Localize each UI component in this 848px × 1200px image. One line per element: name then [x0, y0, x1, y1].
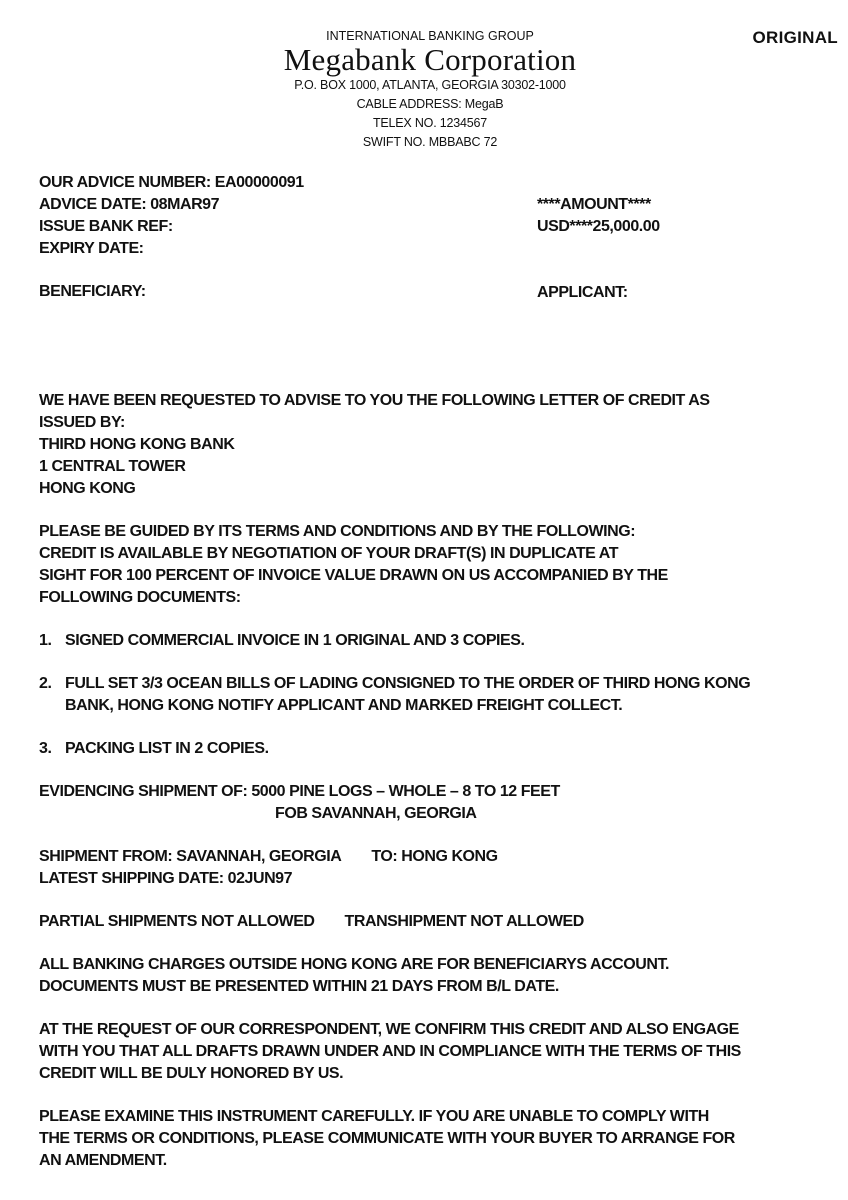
item-number: 1. [39, 632, 52, 649]
intro-line: ISSUED BY: [39, 414, 125, 431]
closing-line: AN AMENDMENT. [39, 1152, 167, 1169]
fob-terms: FOB SAVANNAH, GEORGIA [275, 805, 477, 822]
issue-bank-ref: ISSUE BANK REF: [39, 218, 173, 235]
item-text: BANK, HONG KONG NOTIFY APPLICANT AND MARKED FREIGHT COLLECT. [65, 697, 623, 714]
charges-paragraph [39, 954, 839, 998]
confirmation-line: WITH YOU THAT ALL DRAFTS DRAWN UNDER AND IN COMPLIANCE WITH THE TERMS OF THIS [39, 1043, 741, 1060]
confirmation-paragraph [39, 1019, 839, 1085]
confirmation-line: CREDIT WILL BE DULY HONORED BY US. [39, 1065, 344, 1082]
issuer-name: THIRD HONG KONG BANK [39, 436, 235, 453]
original-copy-mark: ORIGINAL [752, 28, 838, 47]
confirmation-line: AT THE REQUEST OF OUR CORRESPONDENT, WE CONFIRM THIS CREDIT AND ALSO ENGAGE [39, 1021, 739, 1038]
terms-line: CREDIT IS AVAILABLE BY NEGOTIATION OF YOUR DRAFT(S) IN DUPLICATE AT [39, 545, 619, 562]
amount-value: USD****25,000.00 [537, 218, 660, 235]
document-item-1 [39, 630, 839, 652]
shipment-goods [39, 781, 839, 825]
closing-paragraph [39, 1106, 839, 1172]
intro-line: WE HAVE BEEN REQUESTED TO ADVISE TO YOU THE FOLLOWING LETTER OF CREDIT AS [39, 392, 710, 409]
terms-line: PLEASE BE GUIDED BY ITS TERMS AND CONDITIONS AND BY THE FOLLOWING: [39, 523, 636, 540]
issuer-address: HONG KONG [39, 480, 136, 497]
shipment-from: SHIPMENT FROM: SAVANNAH, GEORGIA [39, 848, 342, 865]
item-number: 2. [39, 675, 52, 692]
document-item-2 [39, 673, 839, 717]
letterhead [200, 28, 660, 152]
closing-line: PLEASE EXAMINE THIS INSTRUMENT CAREFULLY. IF YOU ARE UNABLE TO COMPLY WITH [39, 1108, 709, 1125]
charges-line: DOCUMENTS MUST BE PRESENTED WITHIN 21 DAYS FROM B/L DATE. [39, 978, 559, 995]
item-text: SIGNED COMMERCIAL INVOICE IN 1 ORIGINAL AND 3 COPIES. [65, 632, 525, 649]
intro-paragraph [39, 390, 839, 500]
terms-line: FOLLOWING DOCUMENTS: [39, 589, 241, 606]
cable-address: CABLE ADDRESS: MegaB [356, 97, 504, 111]
swift-number: SWIFT NO. MBBABC 72 [362, 135, 498, 149]
document-item-3 [39, 738, 839, 760]
applicant-label: APPLICANT: [537, 284, 628, 301]
amount-label: ****AMOUNT**** [537, 196, 651, 213]
amount-block [537, 194, 660, 238]
shipment-route [39, 846, 839, 890]
latest-shipping-date: LATEST SHIPPING DATE: 02JUN97 [39, 870, 293, 887]
telex-number: TELEX NO. 1234567 [372, 116, 488, 130]
bank-address: P.O. BOX 1000, ATLANTA, GEORGIA 30302-1000 [294, 78, 566, 92]
charges-line: ALL BANKING CHARGES OUTSIDE HONG KONG ARE FOR BENEFICIARYS ACCOUNT. [39, 956, 670, 973]
letterhead-group: INTERNATIONAL BANKING GROUP [326, 29, 534, 43]
terms-line: SIGHT FOR 100 PERCENT OF INVOICE VALUE DRAWN ON US ACCOMPANIED BY THE [39, 567, 668, 584]
item-text: FULL SET 3/3 OCEAN BILLS OF LADING CONSIGNED TO THE ORDER OF THIRD HONG KONG [65, 675, 751, 692]
partial-shipments: PARTIAL SHIPMENTS NOT ALLOWED [39, 913, 315, 930]
closing-line: THE TERMS OR CONDITIONS, PLEASE COMMUNICATE WITH YOUR BUYER TO ARRANGE FOR [39, 1130, 735, 1147]
letter-body [39, 390, 839, 1172]
bank-name: Megabank Corporation [283, 42, 577, 77]
advice-fields [39, 172, 304, 260]
item-text: PACKING LIST IN 2 COPIES. [65, 740, 269, 757]
terms-paragraph [39, 521, 839, 609]
shipment-to: TO: HONG KONG [371, 848, 498, 865]
beneficiary-label: BENEFICIARY: [39, 283, 146, 300]
issuer-address: 1 CENTRAL TOWER [39, 458, 186, 475]
advice-date: ADVICE DATE: 08MAR97 [39, 196, 220, 213]
shipment-conditions [39, 911, 839, 933]
expiry-date: EXPIRY DATE: [39, 240, 144, 257]
advice-number: OUR ADVICE NUMBER: EA00000091 [39, 174, 304, 191]
transhipment: TRANSHIPMENT NOT ALLOWED [344, 913, 584, 930]
goods-description: EVIDENCING SHIPMENT OF: 5000 PINE LOGS – WHOLE – 8 TO 12 FEET [39, 783, 560, 800]
item-number: 3. [39, 740, 52, 757]
